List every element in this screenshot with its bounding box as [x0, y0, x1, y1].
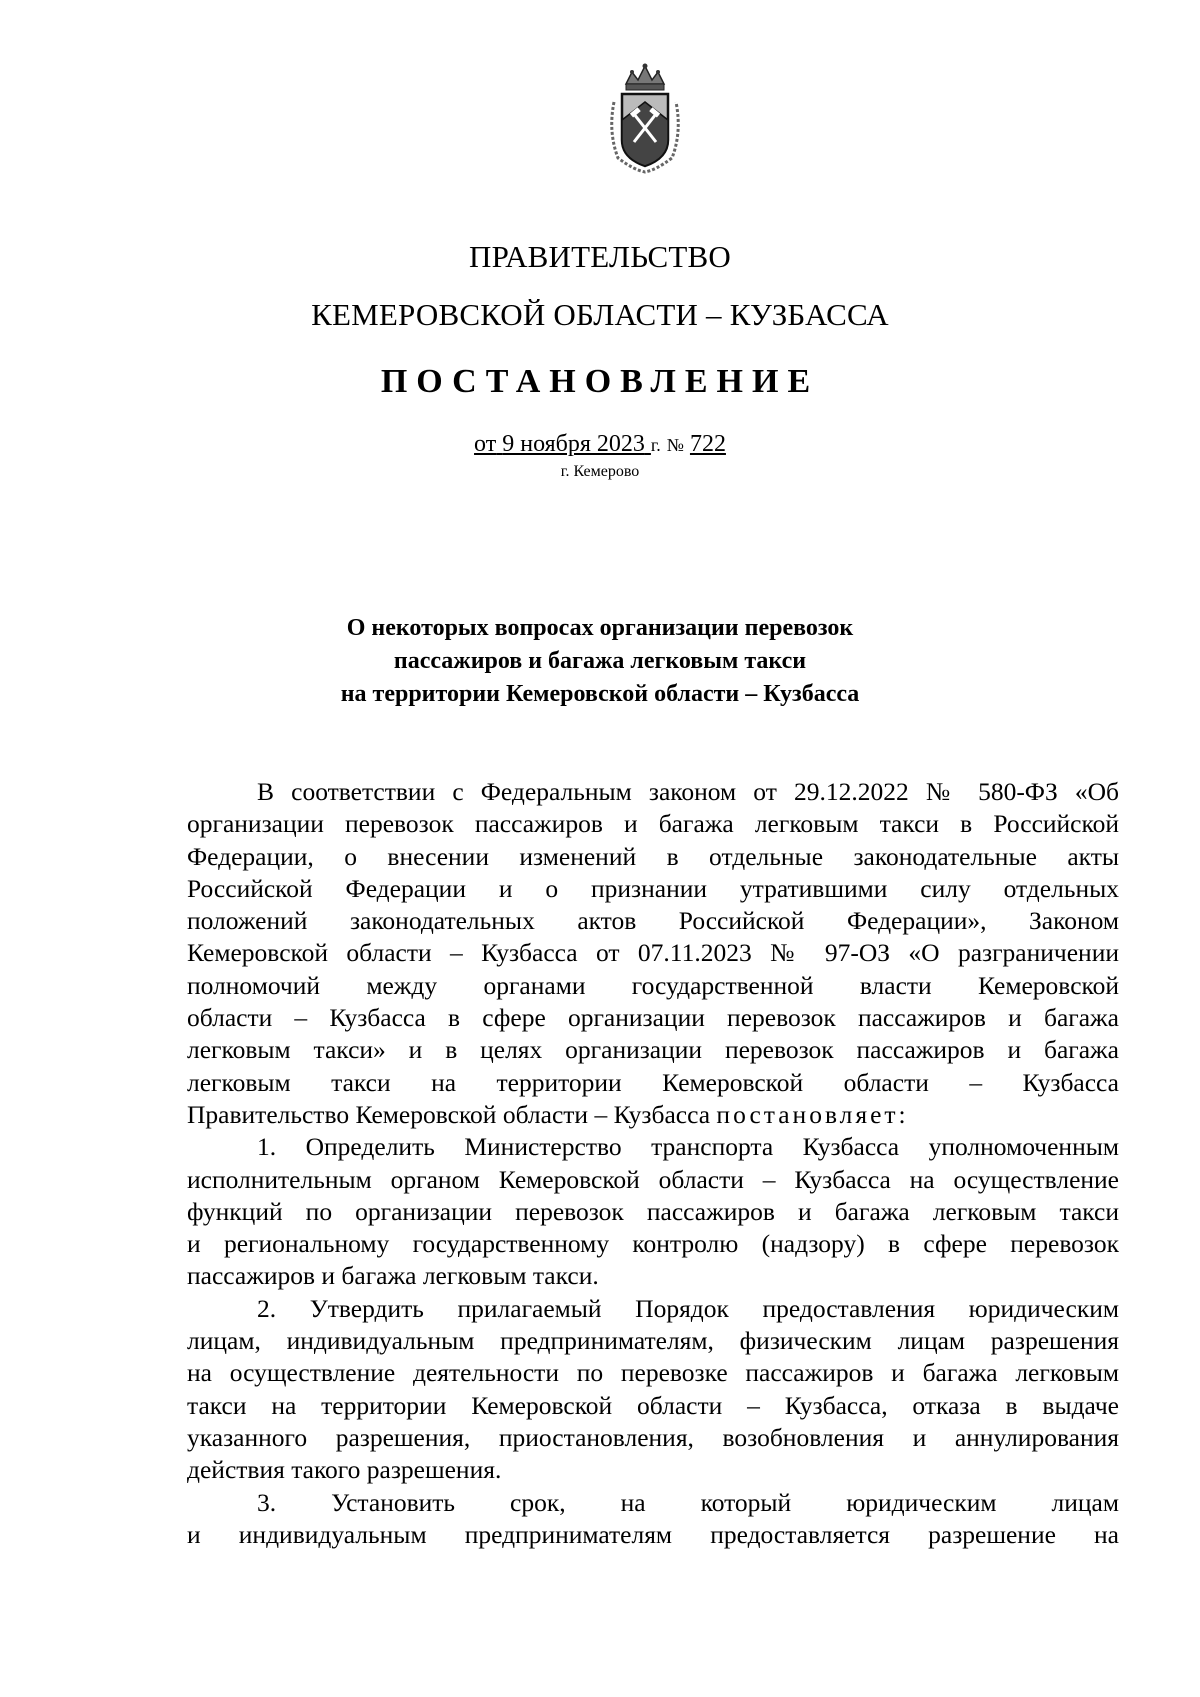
title-line-1: О некоторых вопросах организации перевозок	[346, 615, 854, 641]
text-line: Кемеровской области – Кузбасса от 07.11.2023 № 97-ОЗ «О разграничении	[187, 938, 1119, 968]
government-name	[0, 228, 1200, 344]
title-line-2: пассажиров и багажа легковым такси	[393, 648, 807, 674]
text-line: исполнительным органом Кемеровской области – Кузбасса на осуществление	[187, 1164, 1119, 1194]
text-line: указанного разрешения, приостановления, возобновления и аннулирования	[187, 1422, 1119, 1452]
document-title	[0, 612, 1200, 711]
date-underlined	[474, 431, 651, 457]
document-type: ПОСТАНОВЛЕНИЕ	[380, 363, 820, 400]
title-line-3: на территории Кемеровской области – Кузбасса	[340, 681, 860, 707]
resolves-word: постановляет:	[716, 1099, 909, 1129]
clause-2	[187, 1293, 1119, 1487]
date-number-line	[0, 430, 1200, 459]
text-line: области – Кузбасса в сфере организации перевозок пассажиров и багажа	[187, 1003, 1119, 1033]
text-line: легковым такси» и в целях организации перевозок пассажиров и багажа	[187, 1035, 1119, 1065]
text-line: такси на территории Кемеровской области – Кузбасса, отказа в выдаче	[187, 1390, 1119, 1420]
text-line: функций по организации перевозок пассажиров и багажа легковым такси	[187, 1196, 1119, 1226]
preamble-last-text: Правительство Кемеровской области – Кузбасса	[187, 1099, 711, 1129]
document-number: 722	[689, 431, 726, 457]
text-line: положений законодательных актов Российской Федерации», Законом	[187, 906, 1119, 936]
coat-of-arms-emblem	[604, 62, 686, 174]
text-line: лицам, индивидуальным предпринимателям, физическим лицам разрешения	[187, 1326, 1119, 1356]
text-line: В соответствии с Федеральным законом от 29.12.2022 № 580-ФЗ «Об	[257, 777, 1119, 806]
org-line-1: ПРАВИТЕЛЬСТВО	[469, 239, 731, 274]
text-line: на осуществление деятельности по перевозке пассажиров и багажа легковым	[187, 1358, 1119, 1388]
text-line: Российской Федерации и о признании утратившими силу отдельных	[187, 873, 1119, 903]
text-line: Федерации, о внесении изменений в отдельные законодательные акты	[187, 841, 1119, 871]
text-line: 2. Утвердить прилагаемый Порядок предоставления юридическим	[257, 1293, 1119, 1323]
text-line: 3. Установить срок, на который юридическим лицам	[257, 1487, 1119, 1517]
text-line: организации перевозок пассажиров и багажа легковым такси в Российской	[187, 809, 1119, 839]
clause-1	[187, 1131, 1119, 1292]
text-line: и региональному государственному контролю (надзору) в сфере перевозок	[187, 1229, 1119, 1259]
date-prefix: от	[474, 431, 497, 457]
clause-3	[187, 1487, 1119, 1552]
text-line	[187, 1099, 1119, 1131]
preamble-paragraph	[187, 776, 1119, 1131]
date-value: 9 ноября 2023	[502, 431, 645, 457]
document-body	[187, 776, 1119, 1551]
number-sign: №	[666, 435, 684, 455]
org-line-2: КЕМЕРОВСКОЙ ОБЛАСТИ – КУЗБАССА	[311, 297, 889, 332]
text-line: полномочий между органами государственной власти Кемеровской	[187, 970, 1119, 1000]
text-line: 1. Определить Министерство транспорта Кузбасса уполномоченным	[257, 1132, 1119, 1162]
date-year-suffix: г.	[650, 435, 661, 455]
text-line: действия такого разрешения.	[187, 1455, 502, 1485]
text-line: легковым такси на территории Кемеровской области – Кузбасса	[187, 1067, 1119, 1097]
text-line: и индивидуальным предпринимателям предоставляется разрешение на	[187, 1519, 1119, 1549]
text-line: пассажиров и багажа легковым такси.	[187, 1261, 599, 1291]
city-name: г. Кемерово	[560, 463, 640, 480]
